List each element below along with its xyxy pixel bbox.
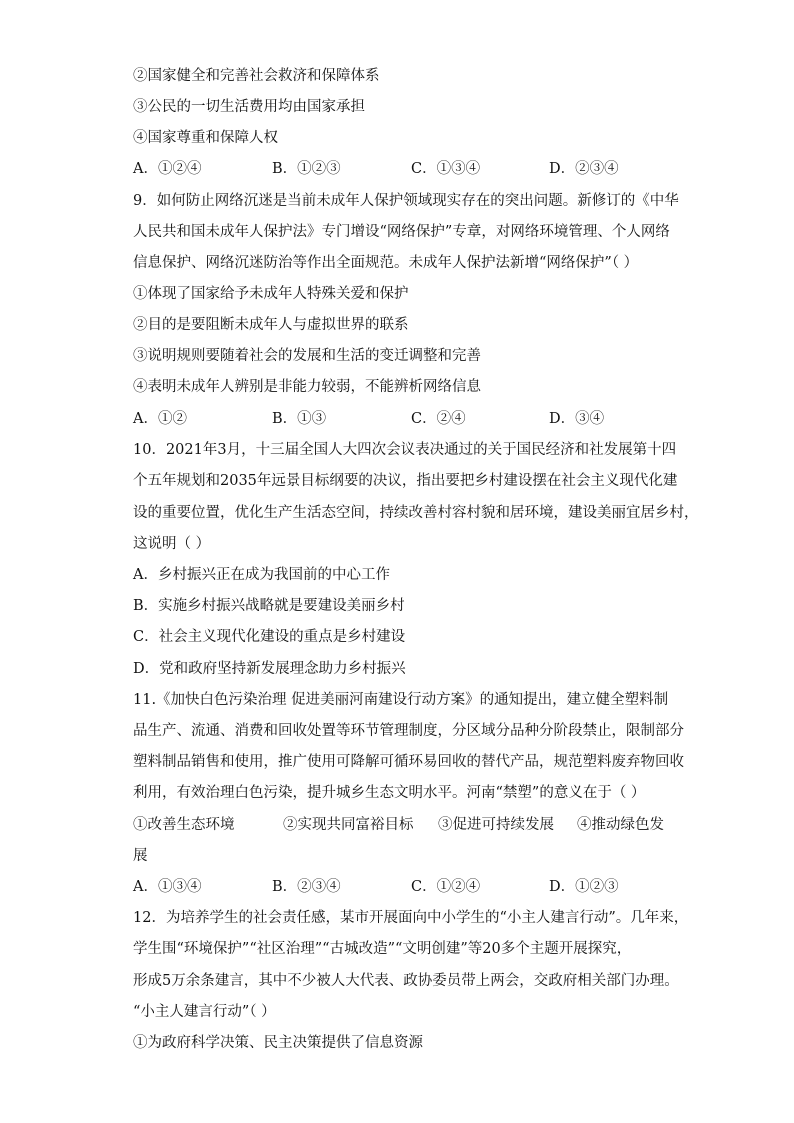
q11-choice-4-wrap: 展 xyxy=(133,848,148,864)
q9-option-d: D．③④ xyxy=(549,411,605,427)
q10-stem-line-1: 10．2021年3月，十三届全国人大四次会议表决通过的关于国民经济和社发展第十四 xyxy=(133,442,677,458)
q11-stem-line-4: 利用，有效治理白色污染，提升城乡生态文明水平。河南“禁塑”的意义在于（ ） xyxy=(133,785,646,801)
q12-stem-line-1: 12．为培养学生的社会责任感，某市开展面向中小学生的“小主人建言行动”。几年来， xyxy=(133,910,689,926)
q11-option-d: D．①②③ xyxy=(549,879,619,895)
q8-item-2: ②国家健全和完善社会救济和保障体系 xyxy=(133,68,380,84)
q11-choice-3: ③促进可持续发展 xyxy=(438,817,554,833)
q9-stem-line-1: 9．如何防止网络沉迷是当前未成年人保护领域现实存在的突出问题。新修订的《中华 xyxy=(133,193,679,209)
q10-stem-line-2: 个五年规划和2035年远景目标纲要的决议，指出要把乡村建设摆在社会主义现代化建 xyxy=(133,473,678,489)
q9-option-b: B．①③ xyxy=(272,411,327,427)
q8-option-d: D．②③④ xyxy=(549,161,619,177)
q11-choice-4: ④推动绿色发 xyxy=(577,817,664,833)
q9-option-c: C．②④ xyxy=(411,411,466,427)
q9-item-3: ③说明规则要随着社会的发展和生活的变迁调整和完善 xyxy=(133,348,481,364)
q8-option-b: B．①②③ xyxy=(272,161,341,177)
q12-item-1: ①为政府科学决策、民主决策提供了信息资源 xyxy=(133,1035,423,1051)
q8-options xyxy=(133,159,653,179)
q12-stem-line-4: “小主人建言行动”（ ） xyxy=(133,1004,276,1020)
q8-item-4: ④国家尊重和保障人权 xyxy=(133,130,278,146)
q9-stem-line-3: 信息保护、网络沉迷防治等作出全面规范。未成年人保护法新增“网络保护”（ ） xyxy=(133,255,639,271)
q10-stem-line-4: 这说明（ ） xyxy=(133,536,211,552)
q9-item-2: ②目的是要阻断未成年人与虚拟世界的联系 xyxy=(133,317,409,333)
q10-option-a: A．乡村振兴正在成为我国前的中心工作 xyxy=(133,567,390,583)
q10-option-c: C．社会主义现代化建设的重点是乡村建设 xyxy=(133,629,406,645)
q11-choices xyxy=(133,815,693,835)
q9-option-a: A．①② xyxy=(133,411,187,427)
q8-option-a: A．①②④ xyxy=(133,161,202,177)
q11-option-b: B．②③④ xyxy=(272,879,341,895)
q11-stem-line-3: 塑料制品销售和使用，推广使用可降解可循环易回收的替代产品，规范塑料废弃物回收 xyxy=(133,754,684,770)
q10-stem-line-3: 设的重要位置，优化生产生活态空间，持续改善村容村貌和居环境，建设美丽宜居乡村， xyxy=(133,505,699,521)
q11-choice-2: ②实现共同富裕目标 xyxy=(283,817,414,833)
q11-option-a: A．①③④ xyxy=(133,879,202,895)
q11-stem-line-1: 11.《加快白色污染治理 促进美丽河南建设行动方案》的通知提出，建立健全塑料制 xyxy=(133,692,669,708)
q10-option-b: B．实施乡村振兴战略就是要建设美丽乡村 xyxy=(133,598,405,614)
q9-stem-line-2: 人民共和国未成年人保护法》专门增设“网络保护”专章，对网络环境管理、个人网络 xyxy=(133,224,670,240)
q10-option-d: D．党和政府坚持新发展理念助力乡村振兴 xyxy=(133,661,406,677)
q8-item-3: ③公民的一切生活费用均由国家承担 xyxy=(133,99,365,115)
q12-stem-line-3: 形成5万余条建言，其中不少被人大代表、政协委员带上两会，交政府相关部门办理。 xyxy=(133,973,679,989)
q9-options xyxy=(133,409,653,429)
q11-choice-1: ①改善生态环境 xyxy=(133,817,235,833)
q11-options xyxy=(133,877,653,897)
q9-item-1: ①体现了国家给予未成年人特殊关爱和保护 xyxy=(133,286,409,302)
q8-option-c: C．①③④ xyxy=(411,161,481,177)
q11-stem-line-2: 品生产、流通、消费和回收处置等环节管理制度，分区域分品种分阶段禁止，限制部分 xyxy=(133,723,684,739)
q11-option-c: C．①②④ xyxy=(411,879,481,895)
q9-item-4: ④表明未成年人辨别是非能力较弱，不能辨析网络信息 xyxy=(133,379,481,395)
q12-stem-line-2: 学生围“环境保护”“社区治理”“古城改造”“文明创建”等20多个主题开展探究， xyxy=(133,941,632,957)
